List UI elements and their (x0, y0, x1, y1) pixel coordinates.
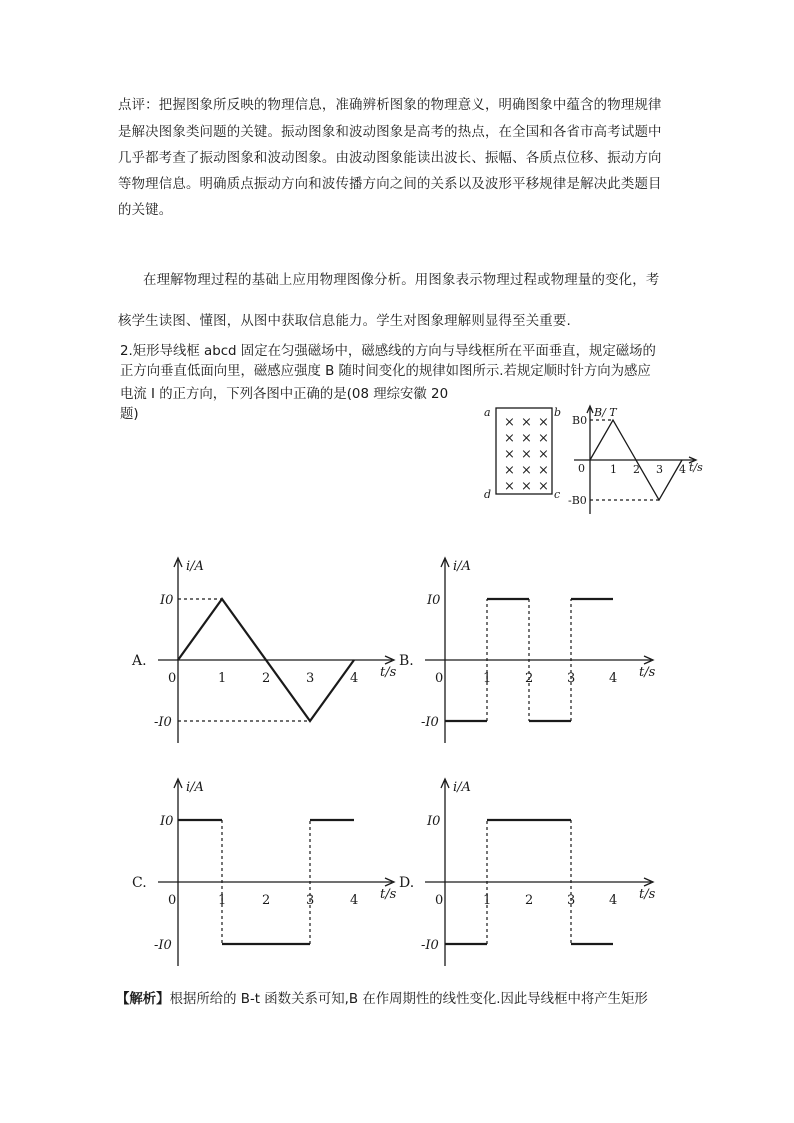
y-axis-label: i/A (186, 559, 204, 574)
b-t-graph (568, 402, 708, 522)
y-axis-label: i/A (453, 559, 471, 574)
neg-level-label: -I0 (421, 715, 439, 730)
x-tick-label: 1 (218, 671, 227, 686)
field-cross: × (521, 479, 532, 494)
corner-label: c (554, 488, 561, 501)
field-cross: × (538, 447, 549, 462)
x-tick-label: 1 (218, 893, 227, 908)
comment-line: 是解决图象类问题的关键。振动图象和波动图象是高考的热点，在全国和各省市高考试题中 (118, 125, 662, 140)
y-axis-label: i/A (453, 780, 471, 795)
x-tick-label: 2 (262, 893, 271, 908)
field-cross: × (521, 431, 532, 446)
x-tick-label: 1 (483, 893, 492, 908)
field-cross: × (521, 463, 532, 478)
option-letter: B. (399, 653, 414, 669)
y-axis-label: B/ T (594, 406, 617, 419)
x-axis-label: t/s (380, 887, 397, 902)
question-line: 正方向垂直低面向里，磁感应强度 B 随时间变化的规律如图所示.若规定顺时针方向为感应 (120, 364, 651, 379)
analysis-text: 根据所给的 B-t 函数关系可知,B 在作周期性的线性变化.因此导线框中将产生矩形 (169, 992, 648, 1007)
question-line: 2.矩形导线框 abcd 固定在匀强磁场中，磁感线的方向与导线框所在平面垂直，规定磁场的 (120, 344, 656, 359)
x-tick-label: 4 (350, 671, 359, 686)
field-cross: × (504, 447, 515, 462)
x-tick-label: 4 (350, 893, 359, 908)
option-b-graph (395, 552, 665, 742)
option-letter: A. (132, 653, 147, 669)
origin-label: 0 (435, 893, 444, 908)
option-letter: C. (132, 875, 147, 891)
corner-label: d (484, 488, 492, 501)
origin-label: 0 (578, 462, 585, 475)
x-tick-label: 2 (525, 671, 534, 686)
field-cross: × (538, 479, 549, 494)
pos-level-label: I0 (160, 593, 174, 608)
field-cross: × (504, 415, 515, 430)
wire-frame-figure (482, 404, 562, 504)
x-tick-label: 3 (306, 671, 315, 686)
comment-line: 几乎都考查了振动图象和波动图象。由波动图象能读出波长、振幅、各质点位移、振动方向 (118, 151, 662, 166)
origin-label: 0 (435, 671, 444, 686)
x-axis-label: t/s (689, 461, 703, 474)
question-line: 电流 I 的正方向，下列各图中正确的是(08 理综安徽 20 (120, 387, 449, 402)
option-a-graph (128, 552, 397, 742)
pos-level-label: I0 (427, 593, 441, 608)
field-cross: × (504, 463, 515, 478)
pos-level-label: I0 (427, 814, 441, 829)
field-cross: × (504, 431, 515, 446)
x-axis-label: t/s (639, 887, 656, 902)
intro-line: 在理解物理过程的基础上应用物理图像分析。用图象表示物理过程或物理量的变化，考 (143, 273, 660, 288)
option-letter: D. (399, 875, 415, 891)
neg-level-label: -I0 (154, 938, 172, 953)
x-tick-label: 3 (656, 463, 663, 476)
comment-line: 等物理信息。明确质点振动方向和波传播方向之间的关系以及波形平移规律是解决此类题目 (118, 177, 662, 192)
analysis-line (116, 990, 648, 1010)
pos-level-label: I0 (160, 814, 174, 829)
option-c-graph (128, 773, 397, 973)
x-axis-label: t/s (380, 665, 397, 680)
pos-level-label: B0 (572, 414, 588, 427)
neg-level-label: -B0 (568, 494, 587, 507)
intro-line: 核学生读图、懂图，从图中获取信息能力。学生对图象理解则显得至关重要. (118, 314, 571, 329)
x-tick-label: 3 (567, 893, 576, 908)
x-tick-label: 1 (610, 463, 617, 476)
neg-level-label: -I0 (421, 938, 439, 953)
x-tick-label: 1 (483, 671, 492, 686)
field-cross: × (504, 479, 515, 494)
neg-level-label: -I0 (154, 715, 172, 730)
comment-line: 点评：把握图象所反映的物理信息，准确辨析图象的物理意义，明确图象中蕴含的物理规律 (118, 98, 662, 113)
x-tick-label: 3 (306, 893, 315, 908)
field-cross-grid (504, 415, 549, 494)
field-cross: × (521, 447, 532, 462)
origin-label: 0 (168, 671, 177, 686)
comment-line: 的关键。 (118, 203, 173, 218)
corner-label: a (484, 406, 491, 419)
option-d-graph (395, 773, 665, 973)
field-cross: × (538, 415, 549, 430)
x-tick-label: 4 (679, 463, 686, 476)
field-cross: × (521, 415, 532, 430)
field-cross: × (538, 431, 549, 446)
question-line: 题) (120, 407, 139, 422)
x-tick-label: 4 (609, 893, 618, 908)
x-tick-label: 3 (567, 671, 576, 686)
x-tick-label: 4 (609, 671, 618, 686)
x-tick-label: 2 (262, 671, 271, 686)
x-axis-label: t/s (639, 665, 656, 680)
origin-label: 0 (168, 893, 177, 908)
x-tick-label: 2 (633, 463, 640, 476)
field-cross: × (538, 463, 549, 478)
corner-label: b (554, 406, 562, 419)
y-axis-label: i/A (186, 780, 204, 795)
analysis-heading: 【解析】 (116, 992, 170, 1007)
x-tick-label: 2 (525, 893, 534, 908)
